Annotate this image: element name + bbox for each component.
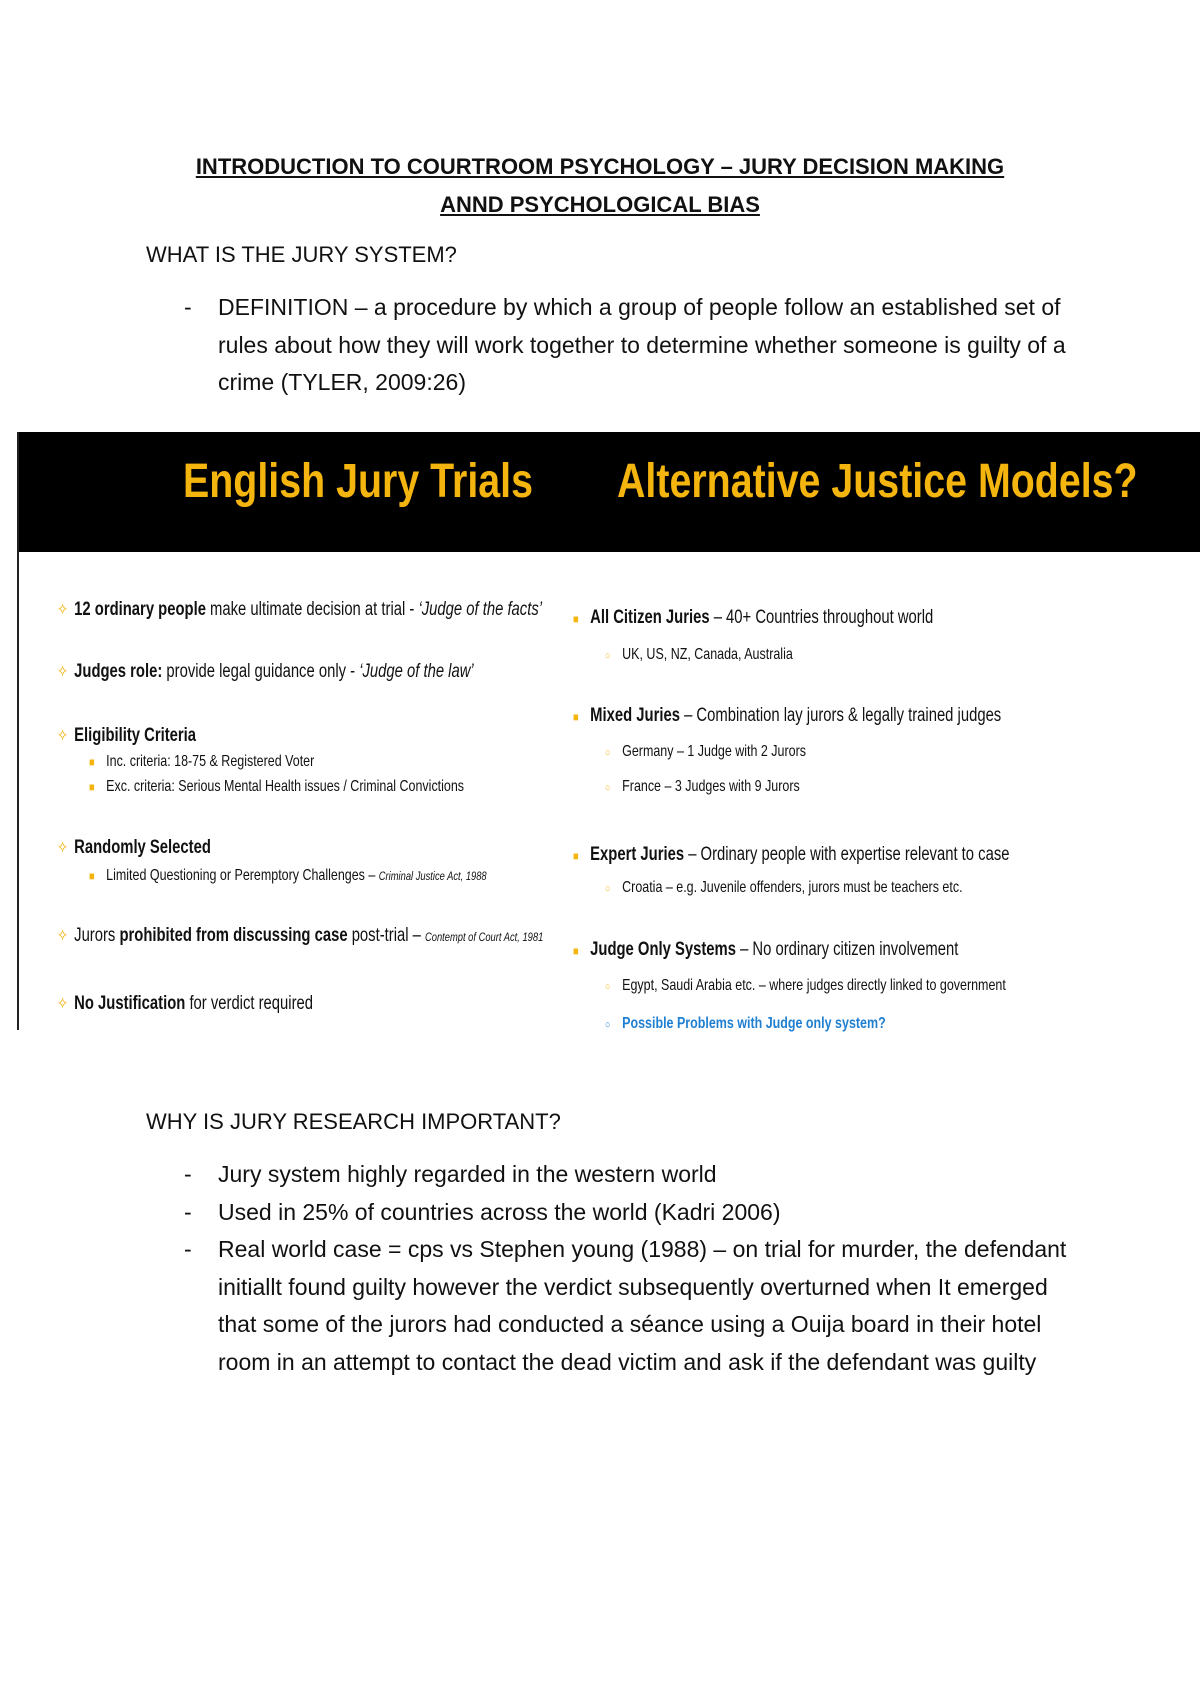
section-heading-jury-system: WHAT IS THE JURY SYSTEM?: [146, 242, 457, 267]
list-item-text: Jury system highly regarded in the western world: [218, 1161, 717, 1187]
slide-right-subitem: ○ Croatia – e.g. Juvenile offenders, jurors must be teachers etc.: [605, 878, 963, 899]
diamond-bullet-icon: ✧: [57, 994, 69, 1013]
square-bullet-icon: ■: [573, 944, 579, 958]
slide-banner: [17, 432, 1200, 552]
dash-bullet: -: [184, 1198, 192, 1225]
slide-right-subitem: ○ UK, US, NZ, Canada, Australia: [605, 645, 793, 666]
slide-left-subitem: ■ Limited Questioning or Peremptory Challenges – Criminal Justice Act, 1988: [89, 867, 487, 884]
dash-bullet: -: [184, 1161, 192, 1187]
possible-problems-link: Possible Problems with Judge only system?: [622, 1015, 886, 1032]
document-title: [0, 148, 1200, 224]
slide-title-left: English Jury Trials: [183, 455, 533, 508]
circle-bullet-icon: ○: [605, 747, 611, 759]
slide-left-item-2: ✧ Judges role: provide legal guidance only - ‘Judge of the law’: [57, 661, 474, 682]
circle-bullet-icon: ○: [605, 883, 611, 895]
definition-list: [0, 289, 1200, 402]
slide-left-subitem: ■ Inc. criteria: 18-75 & Registered Voter: [89, 753, 315, 770]
slide-left-item-4: ✧ Randomly Selected: [57, 837, 211, 858]
diamond-bullet-icon: ✧: [57, 838, 69, 857]
research-importance-list: [0, 1156, 1200, 1381]
list-item: [0, 1194, 1068, 1232]
slide-right-item-2: ■ Mixed Juries – Combination lay jurors & legally trained judges: [573, 704, 1001, 729]
square-bullet-icon: ■: [89, 869, 95, 883]
embedded-slide-image: [17, 432, 1200, 1030]
diamond-bullet-icon: ✧: [57, 926, 69, 945]
square-bullet-icon: ■: [573, 612, 579, 626]
list-item-text: Used in 25% of countries across the world (Kadri 2006): [218, 1198, 781, 1225]
dash-bullet: -: [184, 294, 192, 320]
slide-left-border: [17, 432, 19, 1030]
list-item: [0, 1156, 1068, 1194]
slide-left-item-3: ✧ Eligibility Criteria: [57, 725, 197, 746]
diamond-bullet-icon: ✧: [57, 726, 69, 745]
slide-right-subitem: ○ Egypt, Saudi Arabia etc. – where judges directly linked to government: [605, 976, 1006, 997]
circle-bullet-icon: ○: [605, 782, 611, 794]
square-bullet-icon: ■: [573, 849, 579, 863]
list-item-text: Real world case = cps vs Stephen young (1988) – on trial for murder, the defendant initiallt found guilty however the verdict subsequently overturned when It emerged that some of the jurors had conducted a séance using a Ouija board in their hotel room in an attempt to contact the dead victim and ask if the defendant was guilty: [218, 1236, 1067, 1375]
circle-bullet-icon: ○: [605, 650, 611, 662]
slide-right-subitem: ○ Germany – 1 Judge with 2 Jurors: [605, 742, 806, 763]
slide-right-subitem: ○ France – 3 Judges with 9 Jurors: [605, 777, 800, 798]
definition-text: DEFINITION – a procedure by which a group of people follow an established set of rules about how they will work together to determine whether someone is guilty of a crime (TYLER, 2009:26): [218, 294, 1066, 395]
slide-right-item-3: ■ Expert Juries – Ordinary people with expertise relevant to case: [573, 843, 1009, 868]
title-line-1: INTRODUCTION TO COURTROOM PSYCHOLOGY – JURY DECISION MAKING: [195, 154, 1005, 179]
circle-bullet-icon: ○: [605, 981, 611, 993]
section-heading-research-importance: WHY IS JURY RESEARCH IMPORTANT?: [146, 1109, 561, 1134]
slide-left-item-6: ✧ No Justification for verdict required: [57, 993, 313, 1014]
slide-left-item-5: ✧ Jurors prohibited from discussing case post-trial – Contempt of Court Act, 1981: [57, 925, 544, 946]
title-line-2: ANND PSYCHOLOGICAL BIAS: [440, 192, 760, 217]
slide-right-item-1: ■ All Citizen Juries – 40+ Countries throughout world: [573, 606, 933, 631]
list-item: [0, 1231, 1068, 1381]
diamond-bullet-icon: ✧: [57, 600, 69, 619]
slide-left-subitem: ■ Exc. criteria: Serious Mental Health issues / Criminal Convictions: [89, 778, 465, 795]
list-item: [0, 289, 1068, 402]
square-bullet-icon: ■: [573, 710, 579, 724]
square-bullet-icon: ■: [89, 755, 95, 769]
diamond-bullet-icon: ✧: [57, 662, 69, 681]
slide-right-item-4: ■ Judge Only Systems – No ordinary citizen involvement: [573, 938, 958, 963]
slide-right-subitem: [605, 1014, 886, 1035]
slide-left-item-1: ✧ 12 ordinary people make ultimate decision at trial - ‘Judge of the facts’: [57, 599, 543, 620]
circle-bullet-icon: ○: [605, 1019, 611, 1031]
square-bullet-icon: ■: [89, 780, 95, 794]
slide-title-right: Alternative Justice Models?: [617, 455, 1138, 508]
dash-bullet: -: [184, 1236, 192, 1262]
